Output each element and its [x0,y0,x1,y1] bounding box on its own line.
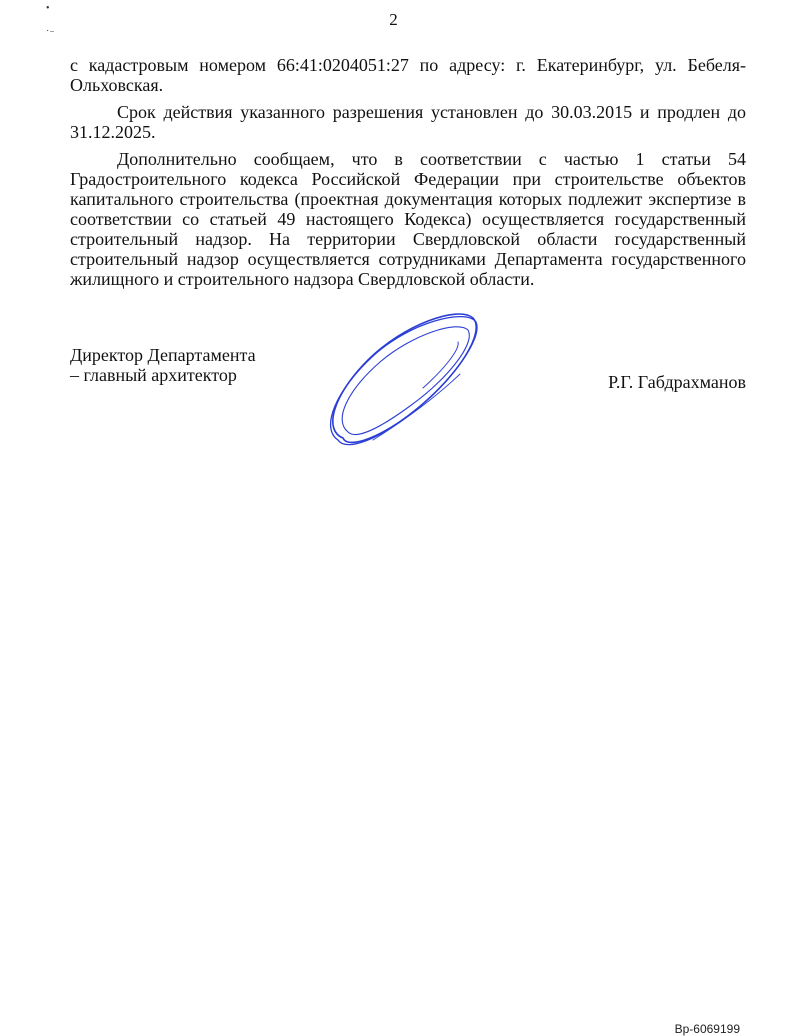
signatory-position-line2: – главный архитектор [70,365,237,385]
signatory-position-line1: Директор Департамента [70,345,256,365]
page-number: 2 [389,10,398,29]
signatory-name: Р.Г. Габдрахманов [608,372,746,392]
letter-body [70,55,746,289]
paragraph-cadastral: с кадастровым номером 66:41:0204051:27 по адресу: г. Екатеринбург, ул. Бебеля-Ольховская. [70,55,746,95]
signatory-position [70,345,256,385]
paragraph-supervision: Дополнительно сообщаем, что в соответствии с частью 1 статьи 54 Градостроительного кодекса Российской Федерации при строительстве объектов капитального строительства (проектная документация которых подлежит экспертизе в соответствии со статьей 49 настоящего Кодекса) осуществляется государственный строительный надзор. На территории Свердловской области государственный строительный надзор осуществляется сотрудниками Департамента государственного жилищного и строительного надзора Свердловской области. [70,149,746,289]
paragraph-permit-validity: Срок действия указанного разрешения установлен до 30.03.2015 и продлен до 31.12.2025. [70,102,746,142]
scan-artifact-mark: ˙⁻ [46,29,55,40]
scan-artifact-mark: • [46,3,50,14]
registration-number: Вр-6069199 [674,1022,740,1036]
handwritten-signature [318,300,493,460]
